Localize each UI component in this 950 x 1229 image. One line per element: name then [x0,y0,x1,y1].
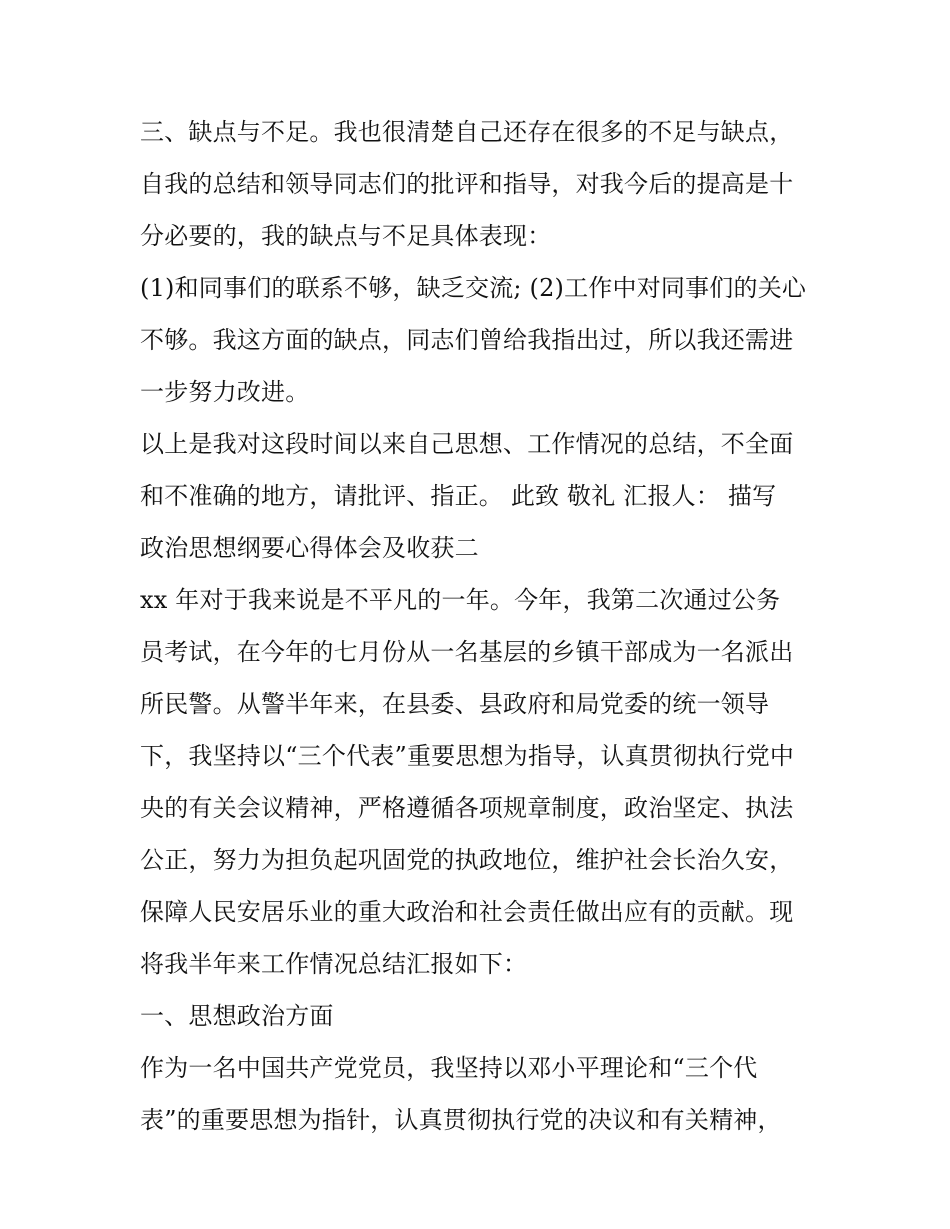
section-heading: 政治思想纲要心得体会及收获二 [140,534,479,562]
text-line: 保障人民安居乐业的重大政治和社会责任做出应有的贡献。现 [140,898,794,926]
text-line: 表”的重要思想为指针，认真贯彻执行党的决议和有关精神， [140,1106,782,1134]
text-line: (1)和同事们的联系不够，缺乏交流; (2)工作中对同事们的关心 [140,274,807,302]
text-line: 作为一名中国共产党党员，我坚持以邓小平理论和“三个代 [140,1054,758,1082]
text-line: 下，我坚持以“三个代表”重要思想为指导，认真贯彻执行党中 [140,742,795,770]
document-body [140,106,812,1146]
text-line: 不够。我这方面的缺点，同志们曾给我指出过，所以我还需进 [140,326,794,354]
text-line: 以上是我对这段时间以来自己思想、工作情况的总结，不全面 [140,430,794,458]
text-line: 三、缺点与不足。我也很清楚自己还存在很多的不足与缺点， [140,118,794,146]
text-line: xx 年对于我来说是不平凡的一年。今年，我第二次通过公务 [140,586,781,614]
text-line: 员考试，在今年的七月份从一名基层的乡镇干部成为一名派出 [140,638,794,666]
text-line: 一步努力改进。 [140,378,310,406]
text-line: 央的有关会议精神，严格遵循各项规章制度，政治坚定、执法 [140,794,794,822]
text-line: 所民警。从警半年来，在县委、县政府和局党委的统一领导 [140,690,770,718]
text-line: 公正，努力为担负起巩固党的执政地位，维护社会长治久安， [140,846,794,874]
text-line: 分必要的，我的缺点与不足具体表现： [140,222,552,250]
section-heading: 一、思想政治方面 [140,1002,334,1030]
text-line: 和不准确的地方，请批评、指正。 此致 敬礼 汇报人： 描写 [140,482,777,510]
text-line: 自我的总结和领导同志们的批评和指导，对我今后的提高是十 [140,170,794,198]
text-line: 将我半年来工作情况总结汇报如下： [140,950,528,978]
